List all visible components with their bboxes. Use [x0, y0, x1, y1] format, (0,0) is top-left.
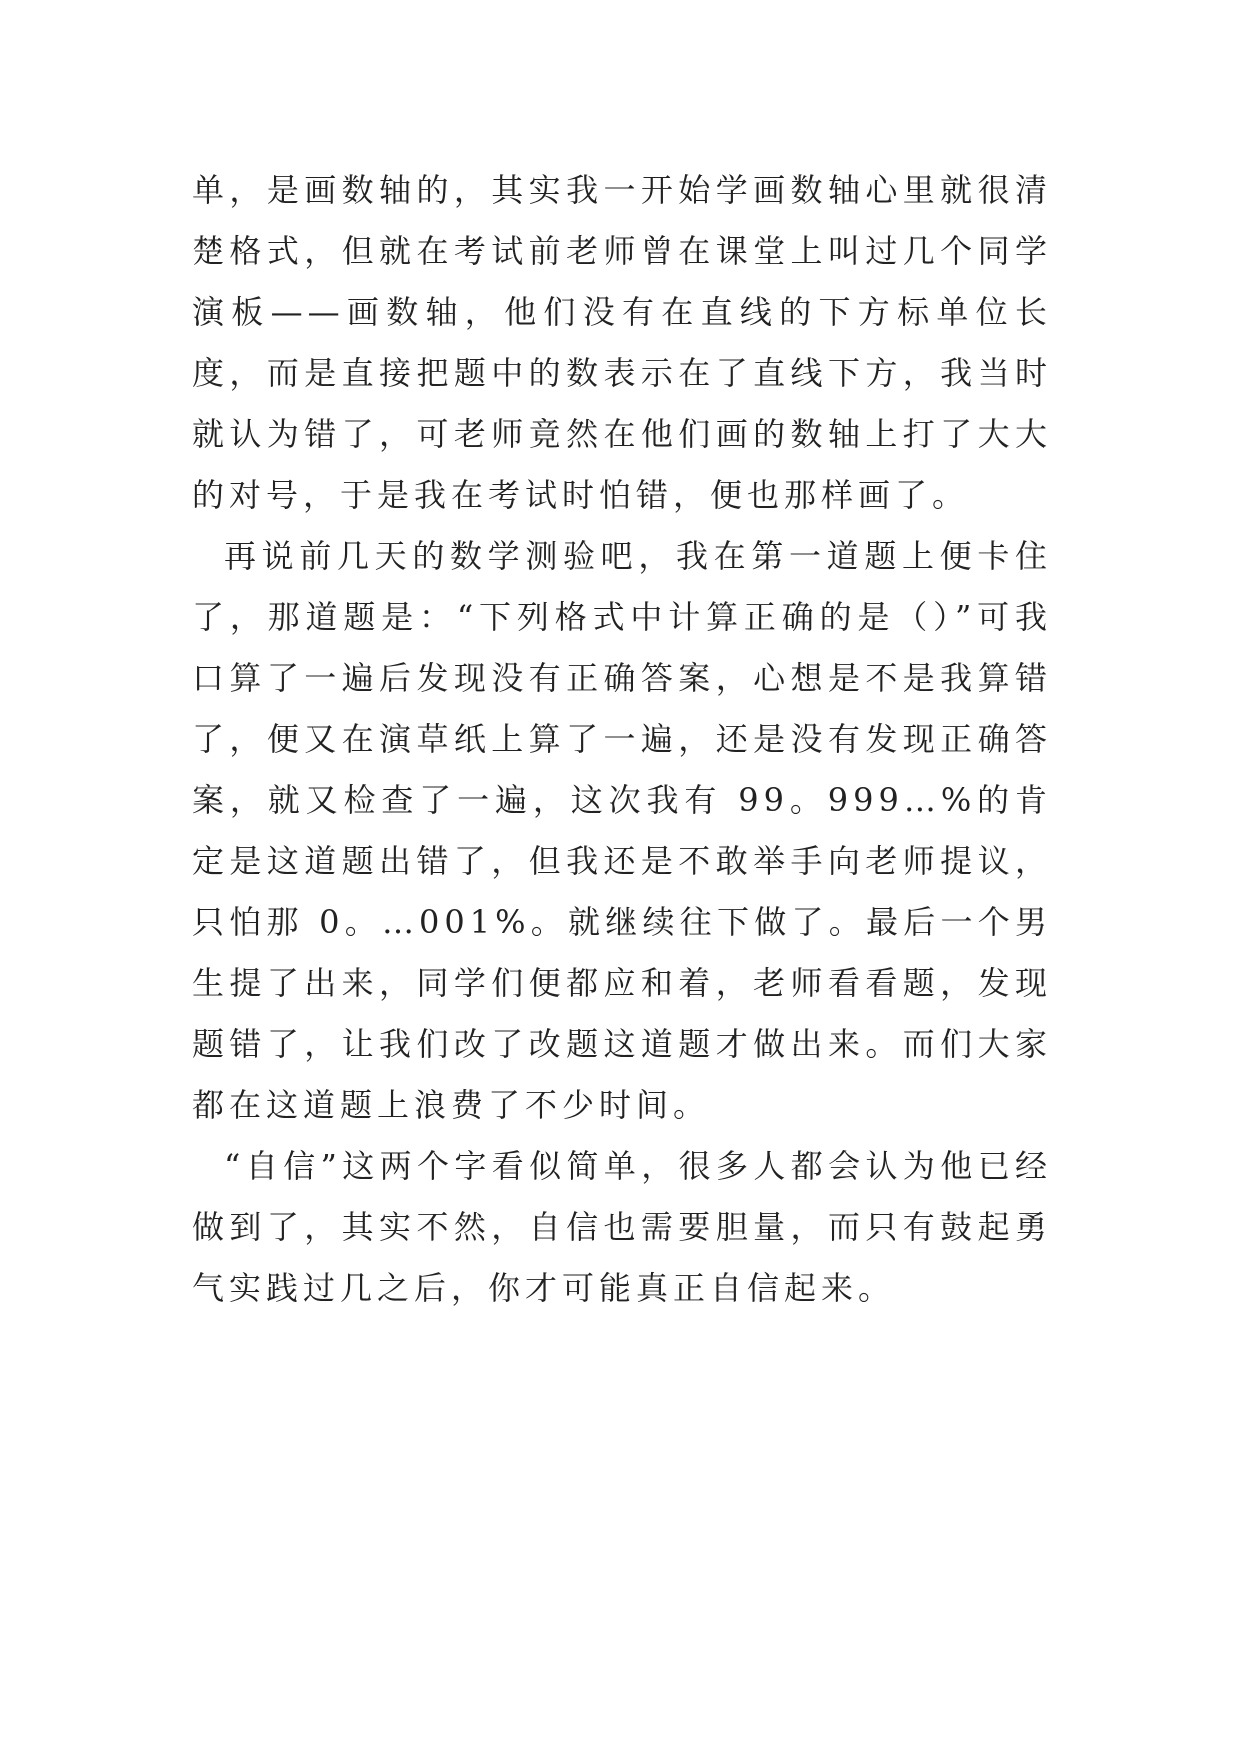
paragraph-1: 单，是画数轴的，其实我一开始学画数轴心里就很清楚格式，但就在考试前老师曾在课堂上叫过几个同学演板——画数轴，他们没有在直线的下方标单位长度，而是直接把题中的数表示在了直线下方，我当时就认为错了，可老师竟然在他们画的数轴上打了大大的对号，于是我在考试时怕错，便也那样画了。: [192, 171, 1052, 514]
body-text: [192, 160, 1052, 1319]
paragraph-2: 再说前几天的数学测验吧，我在第一道题上便卡住了，那道题是：“下列格式中计算正确的是（）”可我口算了一遍后发现没有正确答案，心想是不是我算错了，便又在演草纸上算了一遍，还是没有发现正确答案，就又检查了一遍，这次我有 99。999…%的肯定是这道题出错了，但我还是不敢举手向老师提议，只怕那 0。…001%。就继续往下做了。最后一个男生提了出来，同学们便都应和着，老师看看题，发现题错了，让我们改了改题这道题才做出来。而们大家都在这道题上浪费了不少时间。: [192, 537, 1052, 1124]
paragraph-3: “自信”这两个字看似简单，很多人都会认为他已经做到了，其实不然，自信也需要胆量，而只有鼓起勇气实践过几之后，你才可能真正自信起来。: [192, 1147, 1052, 1307]
